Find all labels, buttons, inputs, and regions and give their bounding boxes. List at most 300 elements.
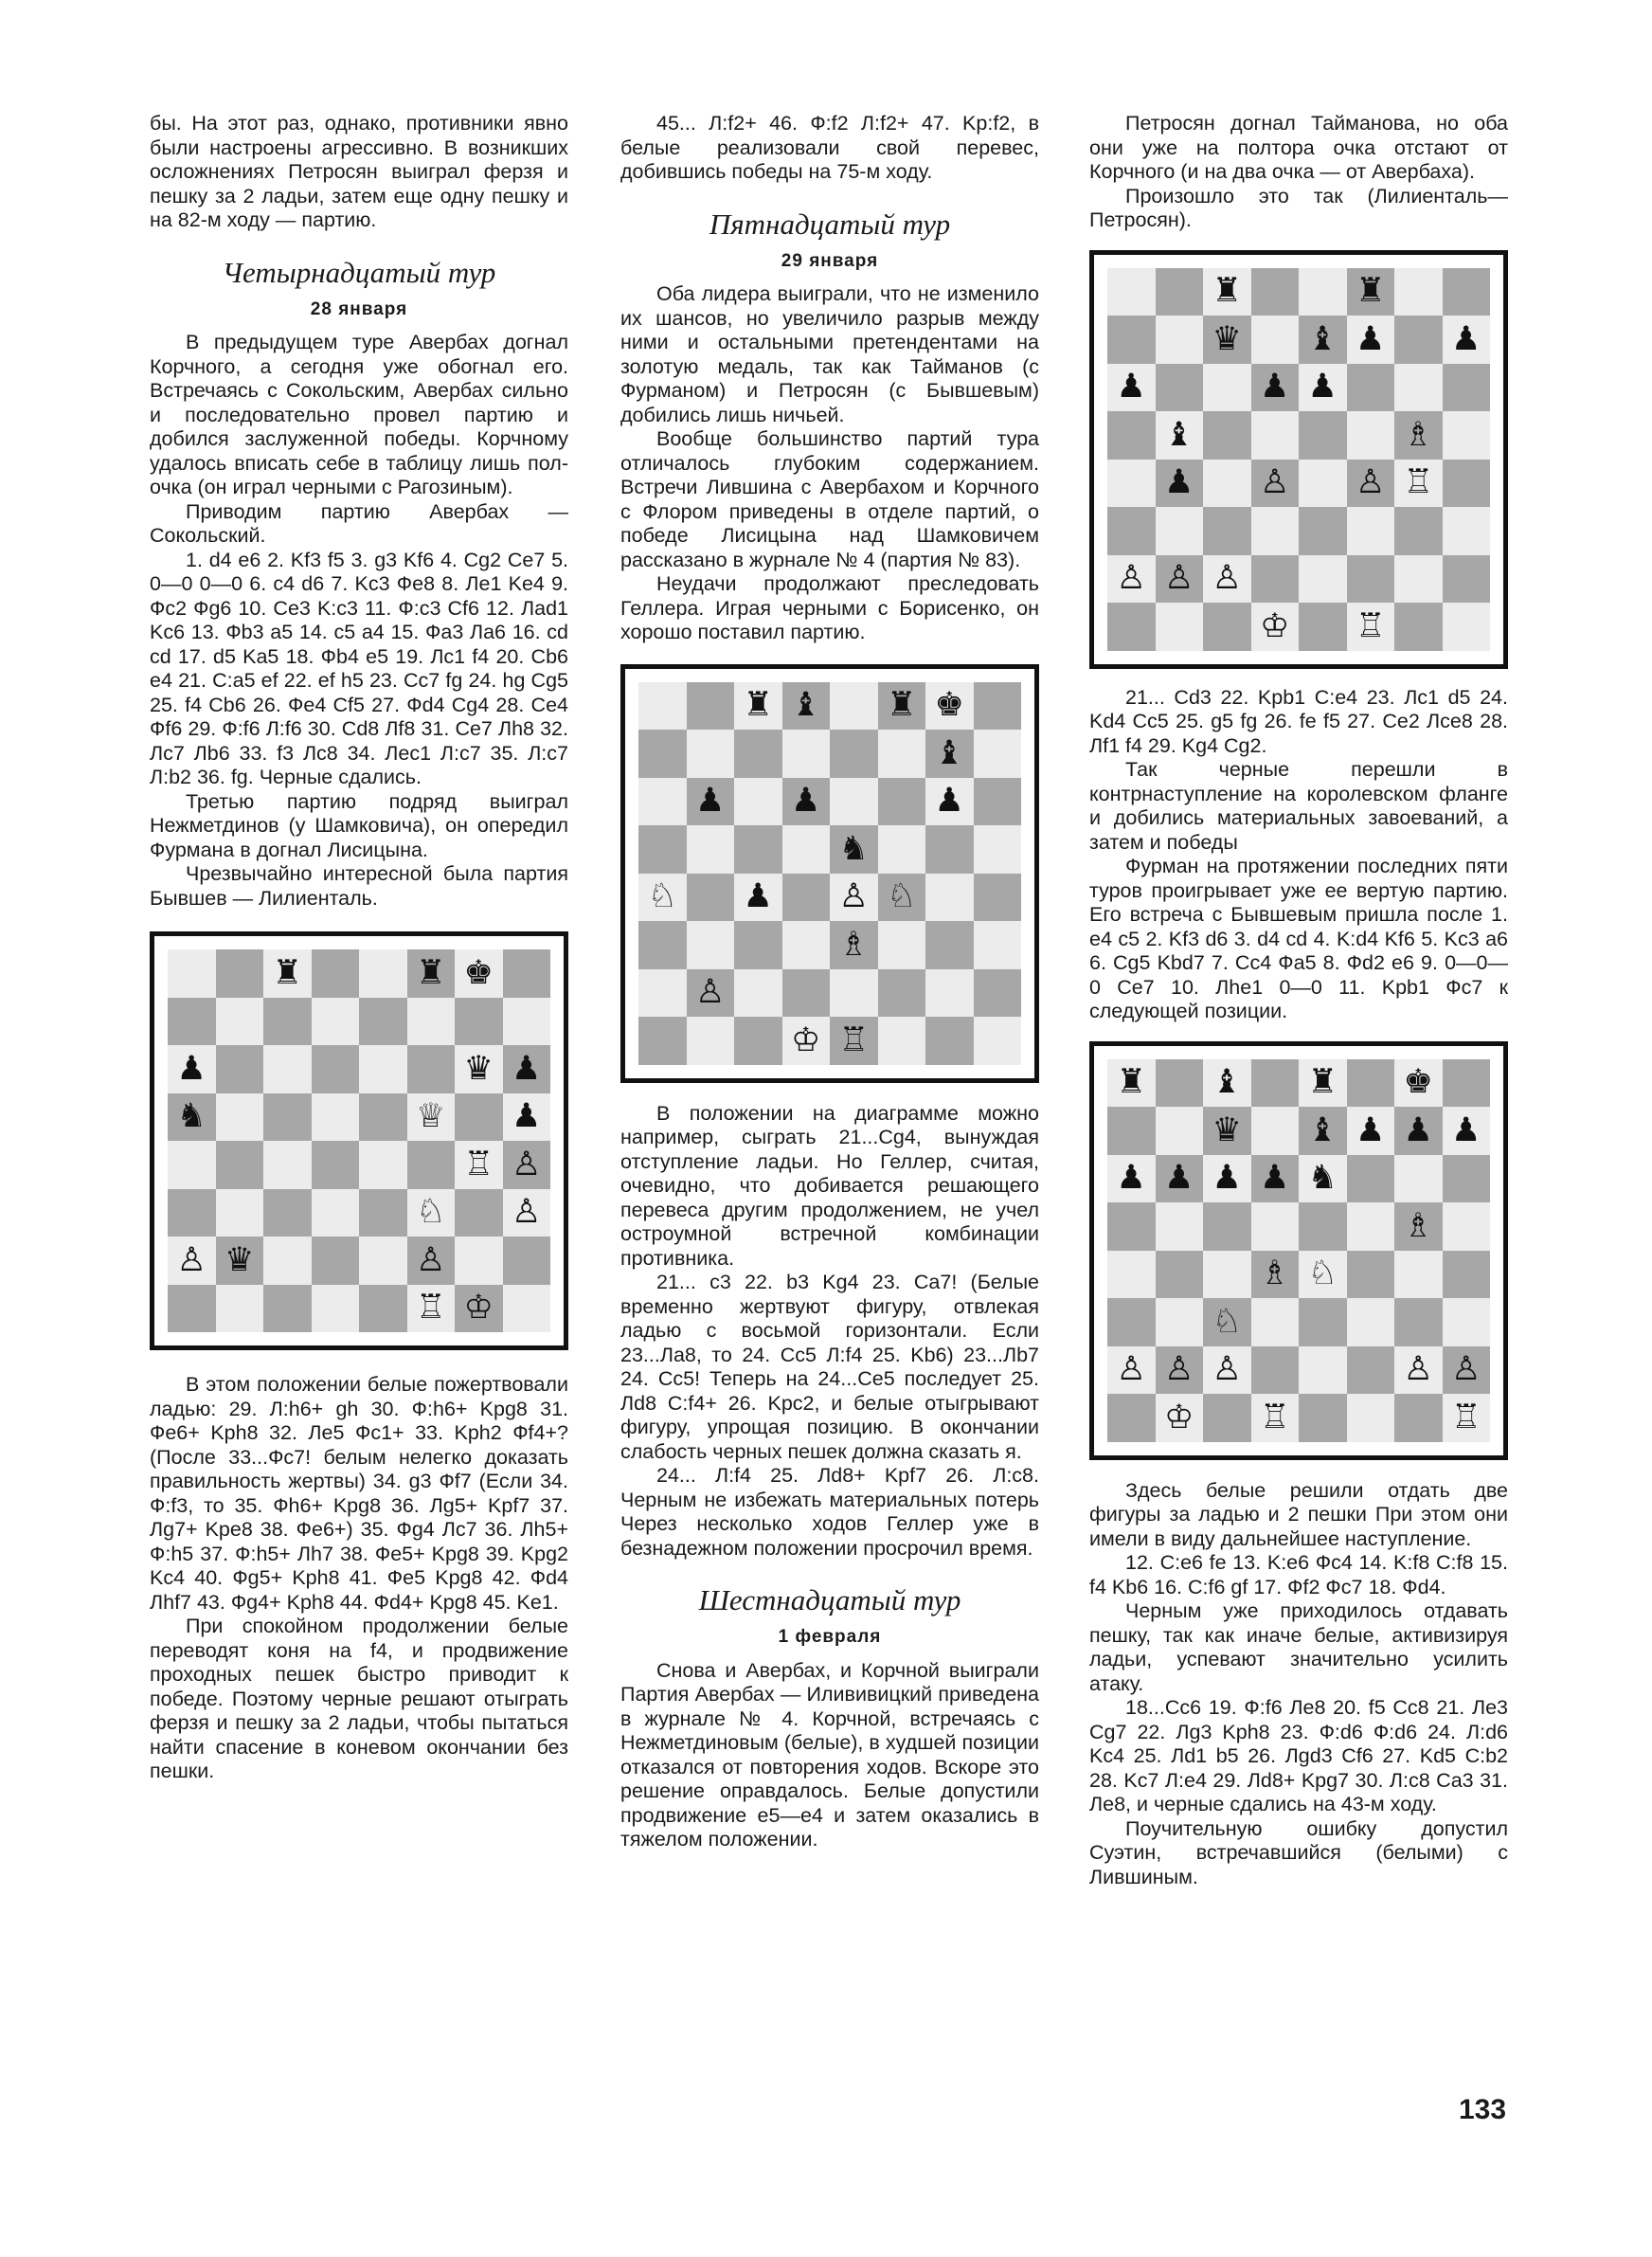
white-pawn-icon: ♙: [176, 1240, 206, 1279]
board-square: [878, 682, 926, 731]
board-square: [168, 1189, 216, 1237]
board-square: [1394, 316, 1443, 364]
black-pawn-icon: ♟: [1116, 1159, 1146, 1198]
board-square: [1156, 1107, 1204, 1155]
paragraph: 24... Л:f4 25. Лd8+ Kpf7 26. Л:c8. Черным не избежать материальных потерь Через несколько ходов Геллер уже в безнадежном положении просрочил время.: [620, 1464, 1039, 1560]
board-square: [1203, 1394, 1251, 1442]
paragraph: Так черные перешли в контрнаступление на королевском фланге и добились материальных завоеваний, а затем и победы: [1089, 758, 1508, 854]
board-square: [782, 921, 831, 969]
board-square: [1107, 1202, 1156, 1251]
board-square: [1394, 364, 1443, 412]
board-square: [687, 969, 735, 1018]
black-queen-icon: ♛: [224, 1240, 255, 1279]
board-square: [1203, 1346, 1251, 1395]
board-square: [1156, 268, 1204, 316]
board-square: [1156, 603, 1204, 651]
board-square: [878, 825, 926, 874]
paragraph: В положении на диаграмме можно например, сыграть 21...Cg4, вынуждая отступление ладьи. Но Геллер, считая, очевидно, что добивается решающего перевеса другим продолжением, не учел остроумной встречной комбинации противника.: [620, 1101, 1039, 1270]
board-square: [216, 1237, 264, 1285]
board-square: [830, 825, 878, 874]
board-square: [1107, 1394, 1156, 1442]
board-square: [503, 998, 551, 1046]
board-square: [1299, 316, 1347, 364]
board-square: [1394, 1202, 1443, 1251]
board-square: [1203, 364, 1251, 412]
board-square: [1443, 555, 1491, 604]
board-square: [503, 1237, 551, 1285]
section-heading: Шестнадцатый тур: [698, 1583, 961, 1616]
black-pawn-icon: ♟: [1403, 1110, 1433, 1149]
board-square: [263, 1093, 312, 1142]
chessboard: [638, 682, 1021, 1065]
board-square: [1347, 1251, 1395, 1299]
board-square: [1394, 1155, 1443, 1203]
board-square: [1156, 1155, 1204, 1203]
white-pawn-icon: ♙: [1403, 1350, 1433, 1389]
board-square: [1347, 1107, 1395, 1155]
board-square: [312, 949, 360, 998]
black-bishop-icon: ♝: [1212, 1063, 1242, 1102]
board-square: [359, 1189, 407, 1237]
black-bishop-icon: ♝: [791, 686, 821, 725]
board-square: [1347, 1298, 1395, 1346]
board-square: [359, 949, 407, 998]
board-square: [734, 1017, 782, 1065]
white-bishop-icon: ♗: [1260, 1255, 1290, 1293]
board-square: [1394, 1251, 1443, 1299]
section-date: 1 февраля: [778, 1627, 882, 1647]
board-square: [1394, 1107, 1443, 1155]
paragraph: 21... Cd3 22. Kpb1 C:e4 23. Лc1 d5 24. Kd4 Cc5 25. g5 fg 26. fe f5 27. Ce2 Лce8 28. Лf1 f4 29. Kg4 Cg2.: [1089, 685, 1508, 757]
board-square: [168, 1237, 216, 1285]
board-square: [407, 1045, 456, 1093]
board-square: [830, 874, 878, 922]
white-pawn-icon: ♙: [416, 1240, 446, 1279]
black-bishop-icon: ♝: [1164, 415, 1194, 454]
board-square: [168, 1093, 216, 1142]
board-square: [974, 969, 1022, 1018]
board-square: [687, 1017, 735, 1065]
white-pawn-icon: ♙: [1451, 1350, 1481, 1389]
board-square: [1299, 1346, 1347, 1395]
board-square: [503, 1093, 551, 1142]
board-square: [830, 682, 878, 731]
board-square: [1347, 411, 1395, 460]
board-square: [1443, 1346, 1491, 1395]
white-rook-icon: ♖: [1260, 1398, 1290, 1436]
board-square: [638, 825, 687, 874]
board-square: [638, 682, 687, 731]
white-pawn-icon: ♙: [1356, 463, 1386, 502]
section-date: 29 января: [781, 250, 879, 271]
white-pawn-icon: ♙: [838, 877, 869, 916]
column-1: [150, 112, 568, 1784]
black-pawn-icon: ♟: [512, 1049, 542, 1088]
white-bishop-icon: ♗: [1403, 1206, 1433, 1245]
board-square: [168, 1285, 216, 1333]
black-rook-icon: ♜: [272, 953, 302, 992]
board-square: [1299, 1155, 1347, 1203]
board-square: [1203, 507, 1251, 555]
board-square: [1299, 411, 1347, 460]
board-square: [1251, 1394, 1300, 1442]
board-square: [1203, 1251, 1251, 1299]
black-pawn-icon: ♟: [1260, 368, 1290, 406]
white-king-icon: ♔: [791, 1020, 821, 1059]
black-knight-icon: ♞: [176, 1097, 206, 1136]
paragraph: бы. На этот раз, однако, противники явно были настроены агрессивно. В возникших осложнениях Петросян выиграл ферзя и пешку за 2 ладьи, затем еще одну пешку и на 82-м ходу — партию.: [150, 112, 568, 231]
white-rook-icon: ♖: [838, 1020, 869, 1059]
paragraph: В предыдущем туре Авербах догнал Корчного, а сегодня уже обогнал его. Встречаясь с Сокольским, Авербах сильно и последовательно провел партию и добился заслуженной победы. Корчному удалось вписать себе в таблицу лишь пол-очка (он играл черными с Рагозиным).: [150, 331, 568, 498]
board-square: [1251, 1346, 1300, 1395]
board-square: [687, 825, 735, 874]
board-square: [687, 874, 735, 922]
paragraph: Петросян догнал Тайманова, но оба они уже на полтора очка отстают от Корчного (и на два очка — от Авербаха).: [1089, 112, 1508, 183]
board-square: [1394, 268, 1443, 316]
board-square: [168, 998, 216, 1046]
board-square: [1107, 1059, 1156, 1108]
board-square: [1347, 603, 1395, 651]
board-square: [1443, 411, 1491, 460]
column-2: [620, 112, 1039, 1852]
board-square: [312, 1045, 360, 1093]
board-square: [925, 778, 974, 826]
board-square: [503, 1285, 551, 1333]
board-square: [734, 778, 782, 826]
paragraph: Оба лидера выиграли, что не изменило их шансов, но увеличило разрыв между ними и остальными претендентами на золотую медаль, так как Тайманов (с Фурманом) и Петросян (с Бывшевым) добились лишь ничьей.: [620, 282, 1039, 426]
board-square: [1156, 1346, 1204, 1395]
board-square: [1251, 364, 1300, 412]
board-square: [1107, 460, 1156, 508]
board-square: [1347, 507, 1395, 555]
board-square: [503, 1189, 551, 1237]
board-square: [1347, 1059, 1395, 1108]
black-king-icon: ♚: [1403, 1063, 1433, 1102]
black-knight-icon: ♞: [838, 829, 869, 868]
board-square: [216, 1189, 264, 1237]
board-square: [1251, 1155, 1300, 1203]
board-square: [359, 1285, 407, 1333]
paragraph: При спокойном продолжении белые переводят коня на f4, и продвижение проходных пешек быстро приводит к победе. Поэтому черные решают отыграть ферзя и пешку за 2 ладьи, чтобы пытаться найти спасение в коневом окончании без пешки.: [150, 1615, 568, 1782]
board-square: [312, 1285, 360, 1333]
paragraph: Чрезвычайно интересной была партия Бывшев — Лилиенталь.: [150, 862, 568, 910]
board-square: [1156, 1298, 1204, 1346]
paragraph: Фурман на протяжении последних пяти туров проигрывает уже ее вертую партию. Его встреча с Бывшевым пришла после 1. e4 c5 2. Kf3 d6 3. d4 cd 4. K:d4 Kf6 5. Kc3 a6 6. Cg5 Kbd7 7. Cc4 Фa5 8. Фd2 e6 9. 0—0—0 Ce7 10. Лhe1 0—0 11. Kpb1 Фc7 к следующей позиции.: [1089, 855, 1508, 1022]
white-bishop-icon: ♗: [1403, 415, 1433, 454]
black-rook-icon: ♜: [1307, 1063, 1338, 1102]
board-square: [263, 1141, 312, 1189]
board-square: [1107, 411, 1156, 460]
board-square: [925, 1017, 974, 1065]
chess-diagram-3: [1089, 250, 1508, 669]
board-square: [1299, 507, 1347, 555]
black-pawn-icon: ♟: [176, 1049, 206, 1088]
board-square: [1394, 1059, 1443, 1108]
black-king-icon: ♚: [463, 953, 494, 992]
board-square: [168, 1045, 216, 1093]
black-pawn-icon: ♟: [934, 782, 964, 821]
board-square: [312, 1189, 360, 1237]
board-square: [830, 778, 878, 826]
board-square: [359, 1093, 407, 1142]
board-square: [638, 874, 687, 922]
board-square: [1156, 316, 1204, 364]
board-square: [1347, 1394, 1395, 1442]
board-square: [407, 1093, 456, 1142]
board-square: [687, 682, 735, 731]
board-square: [925, 874, 974, 922]
white-king-icon: ♔: [1164, 1398, 1194, 1436]
board-square: [1156, 411, 1204, 460]
board-square: [1299, 1059, 1347, 1108]
board-square: [263, 1189, 312, 1237]
board-square: [1203, 411, 1251, 460]
paragraph: Третью партию подряд выиграл Нежметдинов (у Шамковича), он опередил Фурмана в догнал Лисицына.: [150, 789, 568, 861]
board-square: [1107, 1155, 1156, 1203]
board-square: [1107, 316, 1156, 364]
board-square: [455, 1285, 503, 1333]
board-square: [455, 949, 503, 998]
white-knight-icon: ♘: [887, 877, 917, 916]
board-square: [1107, 1346, 1156, 1395]
board-square: [407, 1285, 456, 1333]
board-square: [974, 921, 1022, 969]
board-square: [734, 969, 782, 1018]
black-rook-icon: ♜: [743, 686, 773, 725]
white-bishop-icon: ♗: [838, 925, 869, 964]
board-square: [830, 921, 878, 969]
white-king-icon: ♔: [463, 1289, 494, 1327]
board-square: [1443, 1298, 1491, 1346]
board-square: [1107, 1107, 1156, 1155]
board-square: [878, 874, 926, 922]
board-square: [1299, 1251, 1347, 1299]
black-rook-icon: ♜: [1356, 272, 1386, 311]
white-rook-icon: ♖: [1451, 1398, 1481, 1436]
board-square: [974, 1017, 1022, 1065]
board-square: [1251, 460, 1300, 508]
board-square: [1443, 1107, 1491, 1155]
board-square: [1443, 507, 1491, 555]
board-square: [455, 1093, 503, 1142]
section-date: 28 января: [310, 298, 408, 319]
board-square: [1443, 316, 1491, 364]
board-square: [1347, 1346, 1395, 1395]
black-queen-icon: ♛: [1212, 1110, 1242, 1149]
white-knight-icon: ♘: [647, 877, 677, 916]
board-square: [407, 1237, 456, 1285]
board-square: [974, 874, 1022, 922]
board-square: [1251, 1298, 1300, 1346]
white-knight-icon: ♘: [416, 1193, 446, 1232]
board-square: [1107, 1251, 1156, 1299]
board-square: [168, 1141, 216, 1189]
board-square: [1443, 268, 1491, 316]
board-square: [878, 778, 926, 826]
game-moves: 1. d4 e6 2. Kf3 f5 3. g3 Kf6 4. Cg2 Ce7 5. 0—0 0—0 6. c4 d6 7. Kc3 Фe8 8. Лe1 Ke4 9. Фc2 Фg6 10. Ce3 K:c3 11. Ф:c3 Cf6 12. Лad1 Kc6 13. Фb3 a5 14. c5 a4 15. Фa3 Лa6 16. cd cd 17. d5 Ka5 18. Фb4 e5 19. Лc1 f4 20. Cb6 e4 21. C:a5 ef 22. ef h5 23. Cc7 fg 24. hg Cg5 25. f4 Cb6 26. Фe4 Cf5 27. Фd4 Cg4 28. Ce4 Фf6 29. Ф:f6 Л:f6 30. Cd8 Лf8 31. Ce7 Лh8 32. Лc7 Лb6 33. f3 Лc8 34. Лec1 Л:c7 35. Л:c7 Л:b2 36. fg. Черные сдались.: [150, 548, 568, 788]
board-square: [974, 730, 1022, 778]
board-square: [830, 730, 878, 778]
board-square: [1107, 1298, 1156, 1346]
white-rook-icon: ♖: [463, 1145, 494, 1183]
board-square: [1443, 1202, 1491, 1251]
board-square: [1251, 603, 1300, 651]
board-square: [455, 1141, 503, 1189]
chessboard: [168, 949, 550, 1332]
board-square: [782, 730, 831, 778]
black-rook-icon: ♜: [1212, 272, 1242, 311]
board-square: [638, 921, 687, 969]
board-square: [1299, 603, 1347, 651]
white-pawn-icon: ♙: [1164, 1350, 1194, 1389]
board-square: [1107, 603, 1156, 651]
black-queen-icon: ♛: [463, 1049, 494, 1088]
white-pawn-icon: ♙: [1164, 559, 1194, 598]
white-pawn-icon: ♙: [1212, 559, 1242, 598]
black-pawn-icon: ♟: [1356, 1110, 1386, 1149]
board-square: [638, 1017, 687, 1065]
board-square: [1156, 1202, 1204, 1251]
paragraph: Снова и Авербах, и Корчной выиграли Партия Авербах — Илививицкий приведена в журнале № 4. Корчной, встречаясь с Нежметдиновым (белые), в худшей позиции отказался от повторения ходов. Вскоре это решение оправдалось. Белые допустили продвижение e5—e4 и затем оказались в тяжелом положении.: [620, 1658, 1039, 1851]
column-3: [1089, 112, 1508, 1889]
board-square: [312, 1237, 360, 1285]
board-square: [734, 874, 782, 922]
board-square: [687, 921, 735, 969]
black-bishop-icon: ♝: [1307, 1110, 1338, 1149]
white-pawn-icon: ♙: [1116, 559, 1146, 598]
paragraph: Приводим партию Авербах — Сокольский.: [150, 499, 568, 547]
board-square: [1394, 1394, 1443, 1442]
board-square: [216, 1093, 264, 1142]
board-square: [1347, 460, 1395, 508]
black-pawn-icon: ♟: [1164, 463, 1194, 502]
board-square: [1156, 460, 1204, 508]
board-square: [1203, 1298, 1251, 1346]
board-square: [1299, 364, 1347, 412]
board-square: [1251, 555, 1300, 604]
board-square: [974, 682, 1022, 731]
paragraph: 45... Л:f2+ 46. Ф:f2 Л:f2+ 47. Kp:f2, в белые реализовали свой перевес, добившись победы на 75-м ходу.: [620, 112, 1039, 183]
board-square: [734, 921, 782, 969]
black-pawn-icon: ♟: [1164, 1159, 1194, 1198]
paragraph: Здесь белые решили отдать две фигуры за ладью и 2 пешки При этом они имели в виду дальнейшее наступление.: [1089, 1478, 1508, 1550]
board-square: [878, 730, 926, 778]
board-square: [503, 1045, 551, 1093]
board-square: [359, 1045, 407, 1093]
board-square: [168, 949, 216, 998]
board-square: [925, 682, 974, 731]
board-square: [1251, 1202, 1300, 1251]
board-square: [1251, 507, 1300, 555]
white-pawn-icon: ♙: [1212, 1350, 1242, 1389]
chessboard: [1107, 268, 1490, 651]
board-square: [687, 778, 735, 826]
board-square: [1251, 316, 1300, 364]
board-square: [1443, 1394, 1491, 1442]
board-square: [1443, 1059, 1491, 1108]
board-square: [455, 1045, 503, 1093]
board-square: [1107, 268, 1156, 316]
board-square: [1251, 411, 1300, 460]
board-square: [1299, 555, 1347, 604]
board-square: [1203, 603, 1251, 651]
board-square: [263, 1237, 312, 1285]
white-rook-icon: ♖: [1403, 463, 1433, 502]
paragraph: Черным уже приходилось отдавать пешку, так как иначе белые, активизируя ладьи, успевают значительно усилить атаку.: [1089, 1599, 1508, 1695]
black-rook-icon: ♜: [1116, 1063, 1146, 1102]
board-square: [925, 969, 974, 1018]
board-square: [312, 998, 360, 1046]
board-square: [782, 1017, 831, 1065]
board-square: [1443, 1155, 1491, 1203]
chess-diagram-2: [620, 664, 1039, 1083]
board-square: [1156, 555, 1204, 604]
board-square: [1443, 1251, 1491, 1299]
board-square: [359, 998, 407, 1046]
paragraph: Произошло это так (Лилиенталь—Петросян).: [1089, 184, 1508, 231]
paragraph: В этом положении белые пожертвовали ладью: 29. Л:h6+ gh 30. Ф:h6+ Kpg8 31. Фe6+ Kph8 32. Лe5 Фc1+ 33. Kph2 Фf4+? (После 33...Фc7! белым нелегко доказать правильность жертвы) 34. g3 Фf7 (Если 34. Ф:f3, то 35. Фh6+ Kpg8 36. Лg5+ Kpf7 37. Лg7+ Kpe8 38. Фe6+) 35. Фg4 Лc7 36. Лh5+ Ф:h5 37. Ф:h5+ Лh7 38. Фe5+ Kpg8 39. Kpg2 Kc4 40. Фg5+ Kph8 41. Фe5 Kpg8 42. Фd4 Лhf7 43. Фg4+ Kph8 44. Фd4+ Kpg8 45. Ke1.: [150, 1373, 568, 1614]
board-square: [1251, 1059, 1300, 1108]
board-square: [1394, 460, 1443, 508]
board-square: [216, 1045, 264, 1093]
board-square: [1443, 460, 1491, 508]
board-square: [1203, 1059, 1251, 1108]
white-knight-icon: ♘: [1307, 1255, 1338, 1293]
board-square: [1107, 555, 1156, 604]
board-square: [1394, 603, 1443, 651]
board-square: [782, 969, 831, 1018]
white-rook-icon: ♖: [1356, 606, 1386, 645]
black-pawn-icon: ♟: [1116, 368, 1146, 406]
board-square: [925, 825, 974, 874]
black-rook-icon: ♜: [416, 953, 446, 992]
section-heading: Пятнадцатый тур: [709, 207, 951, 241]
black-pawn-icon: ♟: [1212, 1159, 1242, 1198]
board-square: [216, 1285, 264, 1333]
board-square: [734, 682, 782, 731]
board-square: [638, 778, 687, 826]
board-square: [503, 1141, 551, 1189]
board-square: [830, 969, 878, 1018]
board-square: [263, 1045, 312, 1093]
board-square: [1347, 364, 1395, 412]
board-square: [1203, 1155, 1251, 1203]
board-square: [974, 778, 1022, 826]
board-square: [974, 825, 1022, 874]
white-pawn-icon: ♙: [512, 1145, 542, 1183]
black-rook-icon: ♜: [887, 686, 917, 725]
black-pawn-icon: ♟: [512, 1097, 542, 1136]
board-square: [1107, 507, 1156, 555]
board-square: [455, 998, 503, 1046]
paragraph: 18...Cc6 19. Ф:f6 Лe8 20. f5 Cc8 21. Лe3 Cg7 22. Лg3 Kph8 23. Ф:d6 Ф:d6 24. Л:d6 Kc4 25. Лd1 b5 26. Лgd3 Cf6 27. Kd5 C:b2 28. Kc7 Л:e4 29. Лd8+ Kpg7 30. Л:c8 Ca3 31. Лe8, и черные сдались на 43-м ходу.: [1089, 1696, 1508, 1815]
white-pawn-icon: ♙: [1260, 463, 1290, 502]
board-square: [1299, 268, 1347, 316]
board-square: [216, 998, 264, 1046]
board-square: [1347, 1202, 1395, 1251]
board-square: [925, 730, 974, 778]
white-rook-icon: ♖: [416, 1289, 446, 1327]
board-square: [1299, 460, 1347, 508]
black-queen-icon: ♛: [1212, 319, 1242, 358]
board-square: [503, 949, 551, 998]
chess-diagram-1: [150, 931, 568, 1350]
board-square: [687, 730, 735, 778]
board-square: [1347, 555, 1395, 604]
white-queen-icon: ♕: [416, 1097, 446, 1136]
paragraph: 12. C:e6 fe 13. K:e6 Фc4 14. K:f8 C:f8 15. f4 Kb6 16. C:f6 gf 17. Фf2 Фc7 18. Фd4.: [1089, 1551, 1508, 1598]
board-square: [1251, 1107, 1300, 1155]
